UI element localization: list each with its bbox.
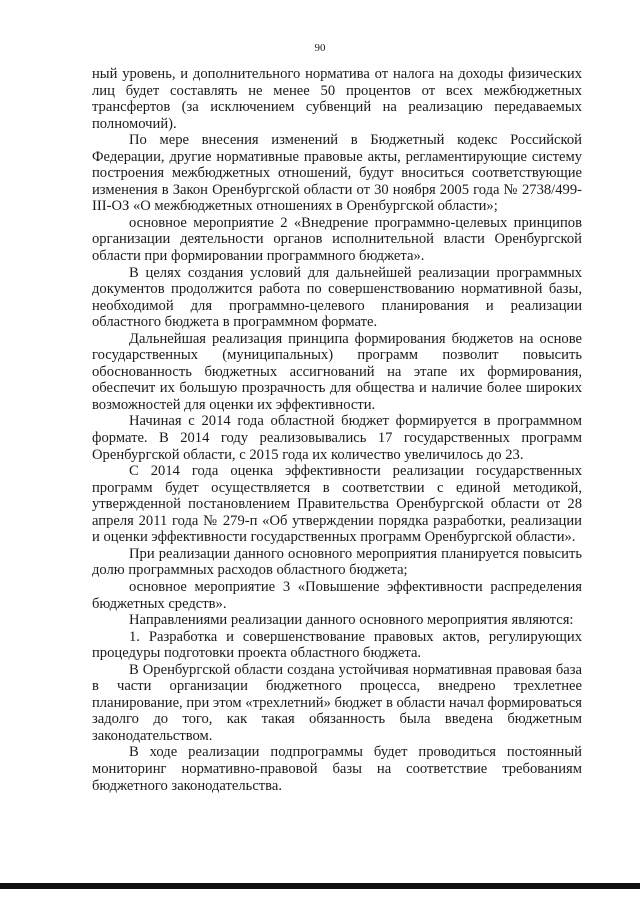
document-body — [92, 66, 582, 794]
paragraph-4: В целях создания условий для дальнейшей реализации программных документов продолжится работа по совершенствованию нормативной базы, необходимой для программно-целевого планирования и реализации областного бюджета в программном формате. — [92, 264, 582, 331]
paragraph-2: По мере внесения изменений в Бюджетный кодекс Российской Федерации, другие нормативные правовые акты, регламентирующие систему построения межбюджетных отношений, будут вноситься соответствующие изменения в Закон Оренбургской области от 30 ноября 2005 года № 2738/499-III-ОЗ «О межбюджетных отношениях в Оренбургской области»; — [92, 132, 582, 215]
paragraph-7: С 2014 года оценка эффективности реализации государственных программ будет осуществляется в соответствии с единой методикой, утвержденной постановлением Правительства Оренбургской области от 28 апреля 2011 года № 279-п «Об утверждении порядка разработки, реализации и оценки эффективности государственных программ Оренбургской области». — [92, 463, 582, 546]
scan-bottom-border — [0, 883, 640, 889]
paragraph-11: 1. Разработка и совершенствование правовых актов, регулирующих процедуры подготовки проекта областного бюджета. — [92, 628, 582, 662]
paragraph-10: Направлениями реализации данного основного мероприятия являются: — [129, 612, 574, 629]
paragraph-12: В Оренбургской области создана устойчивая нормативная правовая база в части организации бюджетного процесса, внедрено трехлетнее планирование, при этом «трехлетний» бюджет в области начал формироваться задолго до того, как такая обязанность была введена бюджетным законодательством. — [92, 661, 582, 744]
paragraph-5: Дальнейшая реализация принципа формирования бюджетов на основе государственных (муниципальных) программ позволит повысить обоснованность бюджетных ассигнований на этапе их формирования, обеспечит их большую прозрачность для общества и наличие более широких возможностей для оценки их эффективности. — [92, 330, 582, 413]
paragraph-1: ный уровень, и дополнительного норматива от налога на доходы физических лиц будет составлять не менее 50 процентов от всех межбюджетных трансфертов (за исключением субвенций на реализацию передаваемых полномочий). — [92, 66, 582, 132]
page-number: 90 — [314, 42, 326, 54]
paragraph-6: Начиная с 2014 года областной бюджет формируется в программном формате. В 2014 году реализовывались 17 государственных программ Оренбургской области, с 2015 года их количество увеличилось до 23. — [92, 413, 582, 463]
paragraph-3: основное мероприятие 2 «Внедрение программно-целевых принципов организации деятельности органов исполнительной власти Оренбургской области при формировании программного бюджета». — [92, 214, 582, 265]
paragraph-13: В ходе реализации подпрограммы будет проводиться постоянный мониторинг нормативно-правовой базы на соответствие требованиям бюджетного законодательства. — [92, 744, 582, 794]
paragraph-9: основное мероприятие 3 «Повышение эффективности распределения бюджетных средств». — [92, 578, 582, 612]
paragraph-8: При реализации данного основного мероприятия планируется повысить долю программных расходов областного бюджета; — [92, 545, 582, 579]
